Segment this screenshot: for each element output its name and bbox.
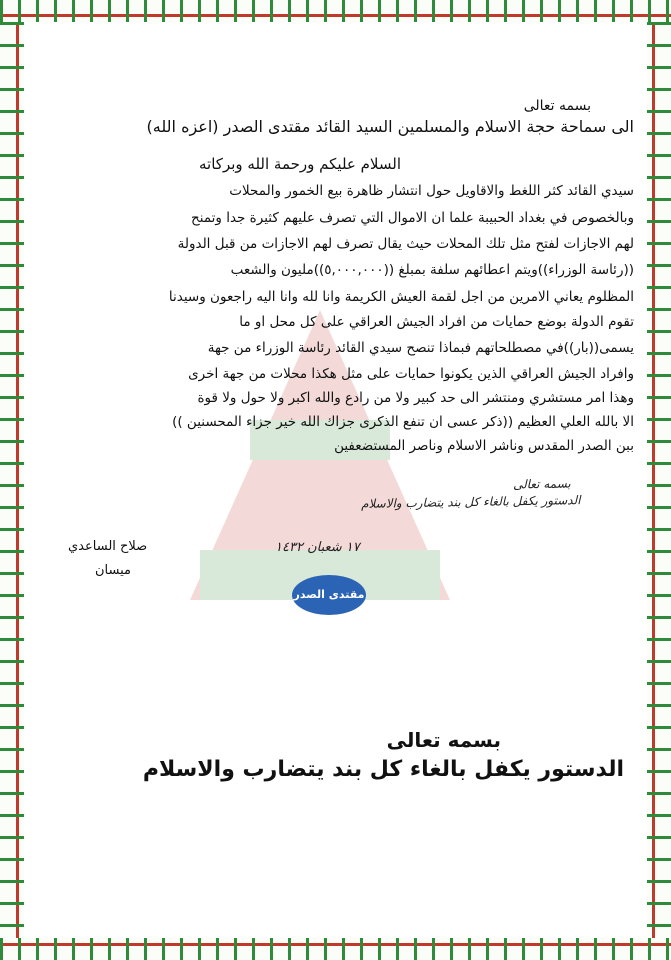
decorative-border-left bbox=[0, 22, 24, 938]
handwritten-reply-line: الدستور يكفل بالغاء كل بند يتضارب والاسلام bbox=[361, 493, 582, 511]
letter-body-line: سيدي القائد كثر اللغط والاقاويل حول انتشار ظاهرة بيع الخمور والمحلات bbox=[229, 183, 634, 199]
letter-body-line: تقوم الدولة بوضع حمايات من افراد الجيش العراقي على كل محل او ما bbox=[239, 314, 634, 330]
transcription-line: بسمه تعالى bbox=[386, 728, 501, 752]
signature-city: ميسان bbox=[95, 563, 131, 578]
signature-name: صلاح الساعدي bbox=[68, 539, 148, 554]
letter-body-line: يسمى((بار))في مصطلحاتهم فبماذا تنصح سيدي القائد رئاسة الوزراء من جهة bbox=[207, 340, 634, 356]
letter-greeting: السلام عليكم ورحمة الله وبركاته bbox=[199, 155, 401, 173]
letter-body-line: ((رئاسة الوزراء))ويتم اعطائهم سلفة بمبلغ ((٥,٠٠٠,٠٠٠))مليون والشعب bbox=[230, 262, 634, 278]
letter-body-line: وافراد الجيش العراقي الذين يكونوا حمايات على مثل هكذا محلات من جهة اخرى bbox=[188, 366, 634, 382]
letter-body-line: وبالخصوص في بغداد الحبيبة علما ان الاموال التي تصرف عليهم كثيرة جدا وتمنح bbox=[191, 210, 634, 226]
handwritten-reply-line: بسمه تعالى bbox=[513, 476, 572, 492]
transcription-line: الدستور يكفل بالغاء كل بند يتضارب والاسلام bbox=[142, 757, 624, 782]
letter-date: ١٧ شعبان ١٤٣٢ bbox=[275, 540, 360, 555]
letter-body-line: المظلوم يعاني الامرين من اجل لقمة العيش الكريمة وانا لله وانا اليه راجعون وسيدنا bbox=[168, 289, 634, 305]
letter-basmala: بسمه تعالى bbox=[523, 98, 591, 114]
letter-body-line: وهذا امر مستشري ومنتشر الى حد كبير ولا من رادع والله اكبر ولا حول ولا قوة bbox=[197, 390, 634, 406]
letter-body-line: لهم الاجازات لفتح مثل تلك المحلات حيث يقال تصرف لهم الاجازات من قبل الدولة bbox=[177, 236, 634, 252]
letter-body-line: ببن الصدر المقدس وناشر الاسلام وناصر المستضعفين bbox=[334, 438, 634, 454]
official-stamp bbox=[292, 575, 366, 615]
decorative-border-bottom bbox=[0, 938, 671, 960]
stamp-text: مقتدى الصدر bbox=[293, 588, 365, 601]
letter-body-line: الا بالله العلي العظيم ((ذكر عسى ان تنفع الذكرى جزاك الله خير جزاء المحسنين )) bbox=[172, 414, 634, 430]
letter-addressee: الى سماحة حجة الاسلام والمسلمين السيد القائد مقتدى الصدر (اعزه الله) bbox=[146, 117, 634, 136]
decorative-border-right bbox=[647, 22, 671, 938]
decorative-border-top bbox=[0, 0, 671, 22]
